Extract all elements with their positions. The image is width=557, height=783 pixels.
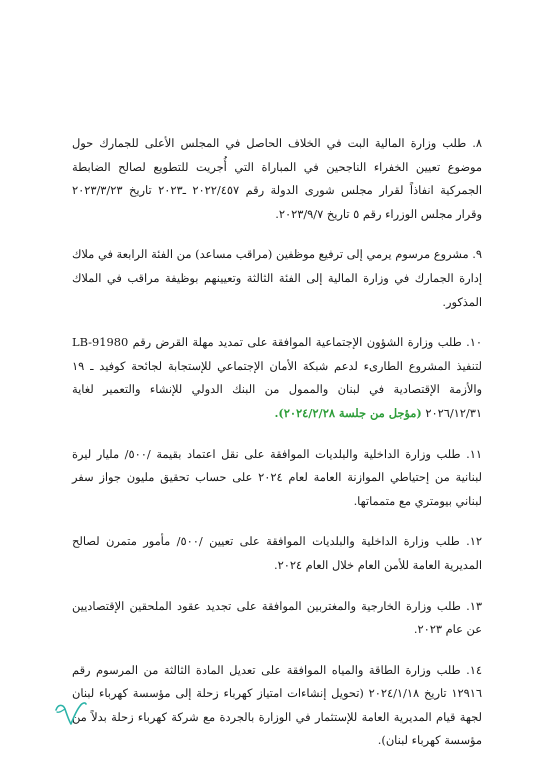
postponed-note: (مؤجل من جلسة ٢٠٢٤/٢/٢٨). <box>274 405 422 420</box>
item-text: طلب وزارة المالية البت في الخلاف الحاصل في المجلس الأعلى للجمارك حول موضوع تعيين الخفراء الناجحين في المباراة التي أُجريت للتطويع لصالح الضابطة الجمركية انفاذاً لقرار مجلس شورى الدولة رقم ٢٠٢٢/٤٥٧ ـ٢٠٢٣ تاريخ ٢٠٢٣/٣/٢٣ وقرار مجلس الوزراء رقم ٥ تاريخ ٢٠٢٣/٩/٧. <box>72 136 483 221</box>
agenda-item-8 <box>72 132 482 226</box>
item-text: طلب وزارة الطاقة والمياه الموافقة على تعديل المادة الثالثة من المرسوم رقم ١٢٩١٦ تاريخ ٢٠٢٤/١/١٨ (تحويل إنشاءات امتياز كهرباء زحلة إلى مؤسسة كهرباء لبنان لجهة قيام المديرية العامة للإستثمار في الوزارة بالجردة مع شركة كهرباء زحلة بدلاً من مؤسسة كهرباء لبنان). <box>72 662 483 748</box>
item-number: ١٠. <box>466 335 482 350</box>
agenda-list <box>72 132 482 770</box>
agenda-item-13 <box>72 595 482 642</box>
agenda-item-11 <box>72 443 482 514</box>
signature-stroke <box>56 703 86 724</box>
agenda-item-10 <box>72 331 482 425</box>
item-text: طلب وزارة الداخلية والبلديات الموافقة على نقل اعتماد بقيمة /٥٠٠/ مليار ليرة لبنانية من إحتياطي الموازنة العامة لعام ٢٠٢٤ على حساب تحقيق مليون جواز سفر لبناني بيومتري مع متمماتها. <box>72 446 482 508</box>
item-number: ١١. <box>466 446 482 461</box>
item-text: طلب وزارة الداخلية والبلديات الموافقة على تعيين /٥٠٠/ مأمور متمرن لصالح المديرية العامة للأمن العام خلال العام ٢٠٢٤. <box>72 534 482 572</box>
item-text: طلب وزارة الشؤون الإجتماعية الموافقة على تمديد مهلة القرض رقم LB-91980 لتنفيذ المشروع الطارىء لدعم شبكة الأمان الإجتماعي للإستجابة لجائحة كوفيد ـ ١٩ والأزمة الإقتصادية في لبنان والممول من البنك الدولي للإنشاء والتعمير لغاية ٢٠٢٦/١٢/٣١ <box>72 335 482 420</box>
signature-icon <box>54 698 88 728</box>
item-number: ١٢. <box>466 534 482 549</box>
item-number: ٩. <box>472 247 482 262</box>
item-number: ١٤. <box>466 662 483 677</box>
signature-tail <box>57 709 65 712</box>
item-number: ١٣. <box>466 598 482 613</box>
agenda-item-14 <box>72 659 482 753</box>
item-number: ٨. <box>472 136 482 150</box>
agenda-item-9 <box>72 243 482 314</box>
item-text: طلب وزارة الخارجية والمغتربين الموافقة على تجديد عقود الملحقين الإقتصاديين عن عام ٢٠٢٣. <box>72 598 482 637</box>
agenda-item-12 <box>72 530 482 577</box>
item-text: مشروع مرسوم يرمي إلى ترفيع موظفين (مراقب مساعد) من الفئة الرابعة في ملاك إدارة الجمارك في وزارة المالية إلى الفئة الثالثة وتعيينهم بوظيفة مراقب في الملاك المذكور. <box>72 247 482 309</box>
